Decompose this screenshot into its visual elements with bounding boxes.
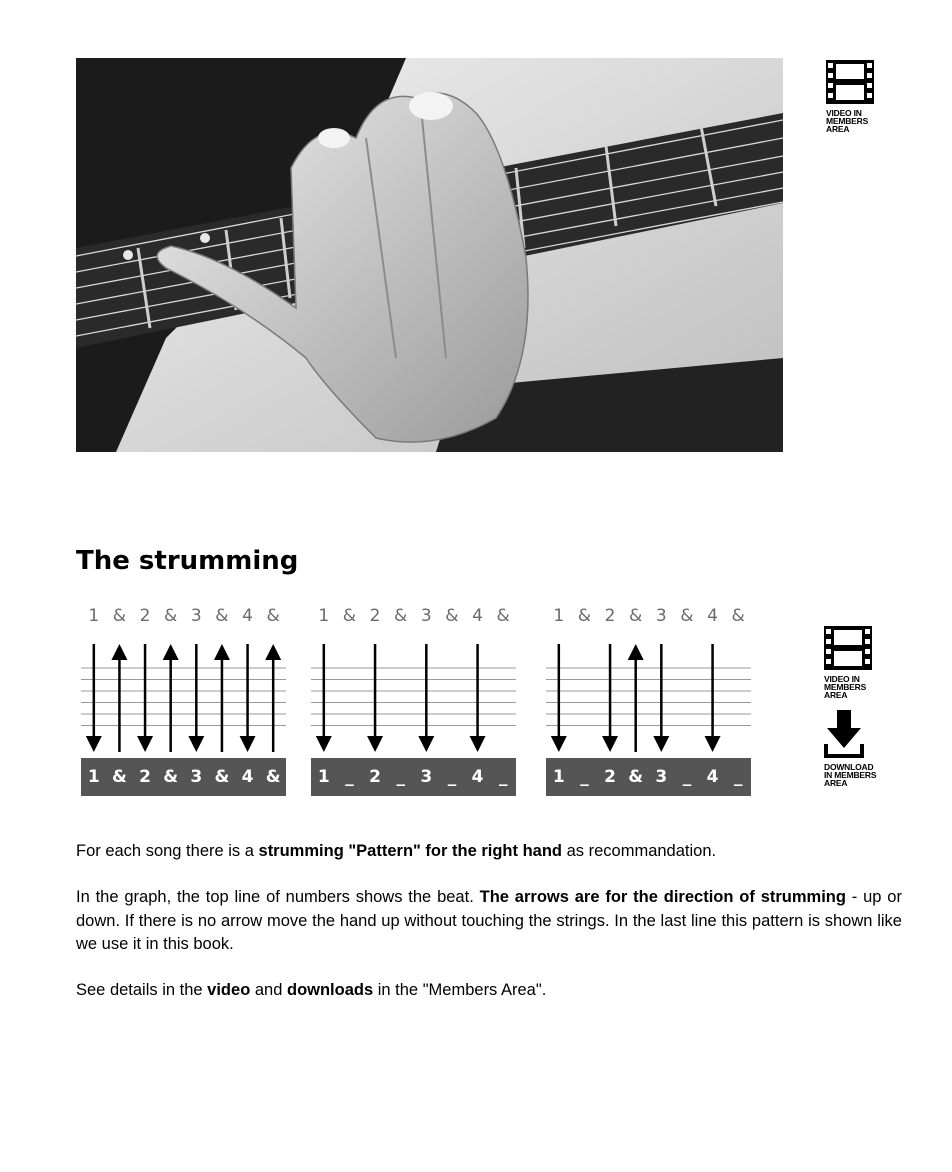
up-stroke-arrow (163, 644, 179, 752)
down-stroke-arrow (418, 644, 434, 752)
beat-label: & (445, 606, 459, 626)
download-members-area-icon[interactable] (824, 710, 886, 787)
down-stroke-arrow (602, 644, 618, 752)
up-stroke-arrow (265, 644, 281, 752)
beat-label: 4 (472, 606, 483, 626)
down-stroke-arrow (470, 644, 486, 752)
down-stroke-arrow (705, 644, 721, 752)
pattern-notation-bar (81, 758, 286, 796)
beat-label: 2 (139, 606, 151, 626)
paragraph-pattern-intro: For each song there is a strumming "Pattern" for the right hand as recommandation. (76, 842, 717, 860)
video-members-area-icon[interactable] (826, 60, 874, 133)
notation-symbol: _ (396, 767, 405, 787)
guitar-hand-photo (76, 58, 783, 452)
download-icon (824, 710, 864, 758)
beat-label: & (577, 606, 592, 626)
notation-symbol: 4 (471, 767, 484, 787)
notation-symbol: & (163, 767, 179, 787)
notation-symbol: _ (580, 767, 589, 787)
notation-symbol: 1 (87, 767, 100, 787)
notation-symbol: 2 (369, 767, 381, 787)
notation-symbol: _ (345, 767, 354, 787)
down-stroke-arrow (240, 644, 256, 752)
beat-label: & (215, 606, 229, 626)
beat-label: & (394, 606, 408, 626)
paragraph-graph-explanation: In the graph, the top line of numbers shows the beat. The arrows are for the direction of strumming - up or down. If there is no arrow move the hand up without touching the strings. In the last line this pattern is shown like we use it in this book. (76, 888, 902, 953)
beat-label: & (112, 606, 127, 626)
notation-symbol: 3 (655, 767, 668, 787)
beat-label: 1 (88, 606, 100, 626)
notation-symbol: 4 (241, 767, 254, 787)
pattern-notation-bar (546, 758, 751, 796)
beat-label: & (629, 606, 643, 626)
down-stroke-arrow (551, 644, 567, 752)
notation-symbol: & (265, 767, 281, 787)
down-stroke-arrow (86, 644, 102, 752)
up-stroke-arrow (214, 644, 230, 752)
strumming-pattern-2 (311, 606, 516, 798)
film-icon (824, 626, 872, 670)
beat-label: 4 (707, 606, 718, 626)
arrow-diagram (311, 642, 516, 758)
beat-label: & (496, 606, 510, 626)
beat-label: 1 (553, 606, 565, 626)
download-caption: DOWNLOAD IN MEMBERS AREA (824, 762, 877, 788)
up-stroke-arrow (111, 644, 127, 752)
notation-symbol: 1 (552, 767, 565, 787)
video-caption: VIDEO IN MEMBERS AREA (826, 108, 869, 134)
notation-symbol: 1 (317, 767, 330, 787)
notation-symbol: 4 (706, 767, 719, 787)
notation-symbol: _ (733, 767, 743, 787)
pattern-notation-bar (311, 758, 516, 796)
beat-label: 2 (369, 606, 381, 626)
beat-label: 3 (655, 606, 667, 626)
beat-label: & (164, 606, 178, 626)
notation-symbol: _ (682, 767, 692, 787)
beat-label: 4 (242, 606, 253, 626)
notation-symbol: 3 (420, 767, 433, 787)
beat-count-row (546, 606, 751, 626)
down-stroke-arrow (188, 644, 204, 752)
beat-label: & (731, 606, 745, 626)
video-caption: VIDEO IN MEMBERS AREA (824, 674, 867, 700)
section-title: The strumming (76, 546, 299, 576)
up-stroke-arrow (628, 644, 644, 752)
notation-symbol: 2 (604, 767, 616, 787)
beat-label: 1 (318, 606, 330, 626)
notation-symbol: & (214, 767, 230, 787)
beat-label: 3 (420, 606, 432, 626)
arrow-diagram (546, 642, 751, 758)
down-stroke-arrow (316, 644, 332, 752)
beat-label: 3 (190, 606, 202, 626)
beat-label: & (266, 606, 280, 626)
arrow-diagram (81, 642, 286, 758)
notation-symbol: & (112, 767, 127, 787)
notation-symbol: _ (498, 767, 508, 787)
video-members-area-icon[interactable] (824, 626, 874, 699)
notation-symbol: 2 (139, 767, 151, 787)
strumming-pattern-1 (81, 606, 286, 798)
down-stroke-arrow (653, 644, 669, 752)
paragraph-members-area: See details in the video and downloads in the "Members Area". (76, 981, 547, 999)
beat-label: 2 (604, 606, 616, 626)
notation-symbol: 3 (190, 767, 203, 787)
notation-symbol: & (628, 767, 644, 787)
strumming-pattern-3 (546, 606, 751, 798)
beat-label: & (680, 606, 694, 626)
beat-label: & (342, 606, 357, 626)
notation-symbol: _ (447, 767, 457, 787)
down-stroke-arrow (367, 644, 383, 752)
down-stroke-arrow (137, 644, 153, 752)
beat-count-row (81, 606, 286, 626)
beat-count-row (311, 606, 516, 626)
film-icon (826, 60, 874, 104)
